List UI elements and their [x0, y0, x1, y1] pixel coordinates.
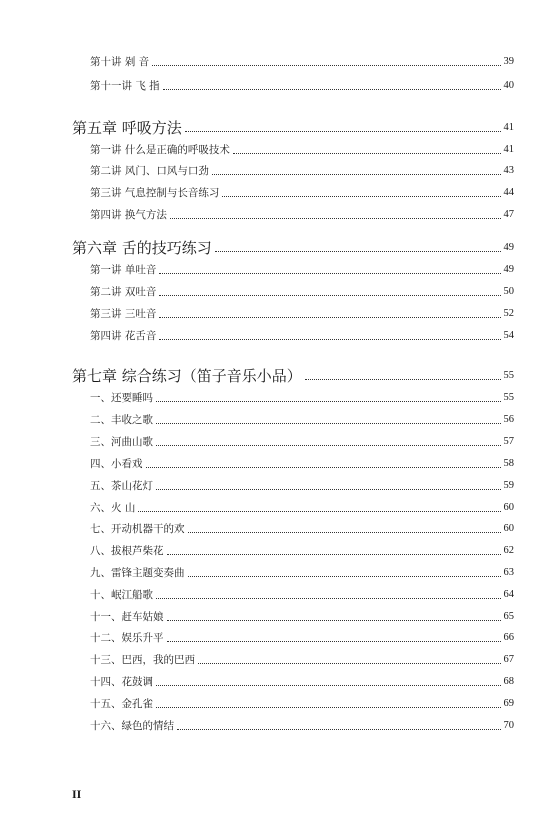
toc-entry [0, 140, 560, 160]
dot-leader [156, 489, 501, 490]
toc-page-number: 49 [504, 238, 515, 258]
dot-leader [198, 663, 501, 664]
toc-page-number: 60 [504, 519, 515, 539]
dot-leader [212, 174, 501, 175]
toc-label: 第五章 呼吸方法 [72, 119, 182, 137]
toc-entry [0, 672, 560, 692]
dot-leader [156, 707, 501, 708]
dot-leader [159, 273, 501, 274]
toc-entry [0, 650, 560, 670]
toc-entry [0, 304, 560, 324]
toc-label: 第二讲 风门、口风与口劲 [90, 161, 209, 181]
toc-label: 十二、娱乐升平 [90, 628, 164, 648]
toc-entry [0, 260, 560, 280]
dot-leader [138, 511, 501, 512]
dot-leader [156, 423, 501, 424]
toc-label: 四、小看戏 [90, 454, 143, 474]
toc-page-number: 41 [504, 118, 515, 138]
toc-page-number: 43 [504, 161, 515, 181]
dot-leader [167, 641, 501, 642]
toc-page-number: 55 [504, 388, 515, 408]
toc-chapter [0, 118, 560, 138]
toc-page-number: 41 [504, 140, 515, 160]
toc-chapter [0, 238, 560, 258]
toc-chapter [0, 366, 560, 386]
dot-leader [159, 317, 501, 318]
toc-page-number: 59 [504, 476, 515, 496]
toc-label: 一、还要睡吗 [90, 388, 153, 408]
toc-entry [0, 607, 560, 627]
dot-leader [170, 218, 501, 219]
dot-leader [156, 685, 501, 686]
toc-page-number: 50 [504, 282, 515, 302]
toc-label: 第四讲 换气方法 [90, 205, 167, 225]
toc-entry [0, 432, 560, 452]
dot-leader [156, 598, 501, 599]
toc-label: 第一讲 什么是正确的呼吸技术 [90, 140, 230, 160]
toc-label: 第六章 舌的技巧练习 [72, 239, 212, 257]
dot-leader [222, 196, 501, 197]
dot-leader [167, 620, 501, 621]
toc-entry [0, 410, 560, 430]
dot-leader [163, 89, 501, 90]
toc-entry [0, 76, 560, 96]
dot-leader [233, 153, 501, 154]
toc-label: 二、丰收之歌 [90, 410, 153, 430]
toc-entry [0, 498, 560, 518]
toc-entry [0, 326, 560, 346]
toc-page-number: 60 [504, 498, 515, 518]
dot-leader [215, 251, 501, 252]
toc-label: 十四、花鼓调 [90, 672, 153, 692]
toc-entry [0, 282, 560, 302]
toc-label: 十六、绿色的情结 [90, 716, 174, 736]
toc-label: 第三讲 三吐音 [90, 304, 156, 324]
toc-label: 九、雷锋主题变奏曲 [90, 563, 185, 583]
toc-label: 第七章 综合练习（笛子音乐小品） [72, 367, 302, 385]
dot-leader [177, 729, 501, 730]
dot-leader [159, 295, 501, 296]
toc-label: 第三讲 气息控制与长音练习 [90, 183, 219, 203]
toc-entry [0, 205, 560, 225]
toc-entry [0, 161, 560, 181]
toc-label: 十、岷江船歌 [90, 585, 153, 605]
toc-page-number: 40 [504, 76, 515, 96]
toc-entry [0, 183, 560, 203]
toc-page-number: 64 [504, 585, 515, 605]
toc-page-number: 52 [504, 304, 515, 324]
toc-label: 第十讲 剁 音 [90, 52, 149, 72]
toc-label: 十三、巴西，我的巴西 [90, 650, 195, 670]
toc-label: 六、火 山 [90, 498, 135, 518]
toc-entry [0, 716, 560, 736]
toc-page-number: 66 [504, 628, 515, 648]
toc-label: 七、开动机器干的欢 [90, 519, 185, 539]
toc-entry [0, 388, 560, 408]
toc-page-number: 65 [504, 607, 515, 627]
toc-entry [0, 476, 560, 496]
toc-label: 第四讲 花舌音 [90, 326, 156, 346]
toc-entry [0, 541, 560, 561]
dot-leader [146, 467, 501, 468]
dot-leader [167, 554, 501, 555]
toc-label: 十五、金孔雀 [90, 694, 153, 714]
dot-leader [152, 65, 501, 66]
toc-entry [0, 585, 560, 605]
toc-page-number: 70 [504, 716, 515, 736]
toc-entry [0, 694, 560, 714]
toc-page-number: 58 [504, 454, 515, 474]
dot-leader [188, 576, 501, 577]
toc-page-number: 69 [504, 694, 515, 714]
toc-entry [0, 454, 560, 474]
toc-page-number: 54 [504, 326, 515, 346]
toc-page-number: 47 [504, 205, 515, 225]
toc-page-number: 67 [504, 650, 515, 670]
toc-label: 十一、赶车姑娘 [90, 607, 164, 627]
toc-entry [0, 52, 560, 72]
dot-leader [188, 532, 501, 533]
dot-leader [185, 131, 501, 132]
toc-label: 第二讲 双吐音 [90, 282, 156, 302]
toc-entry [0, 519, 560, 539]
toc-page-number: 39 [504, 52, 515, 72]
page-folio: II [72, 787, 82, 801]
toc-label: 三、河曲山歌 [90, 432, 153, 452]
toc-page-number: 62 [504, 541, 515, 561]
toc-page-number: 57 [504, 432, 515, 452]
toc-label: 第十一讲 飞 指 [90, 76, 160, 96]
dot-leader [156, 445, 501, 446]
toc-page-number: 68 [504, 672, 515, 692]
toc-page-number: 56 [504, 410, 515, 430]
toc-entry [0, 563, 560, 583]
toc-page-number: 55 [504, 366, 515, 386]
dot-leader [156, 401, 501, 402]
dot-leader [159, 339, 501, 340]
toc-label: 八、拔根芦柴花 [90, 541, 164, 561]
toc-label: 五、茶山花灯 [90, 476, 153, 496]
toc-entry [0, 628, 560, 648]
toc-page-number: 44 [504, 183, 515, 203]
toc-page-number: 49 [504, 260, 515, 280]
dot-leader [305, 379, 501, 380]
toc-page-number: 63 [504, 563, 515, 583]
toc-label: 第一讲 单吐音 [90, 260, 156, 280]
